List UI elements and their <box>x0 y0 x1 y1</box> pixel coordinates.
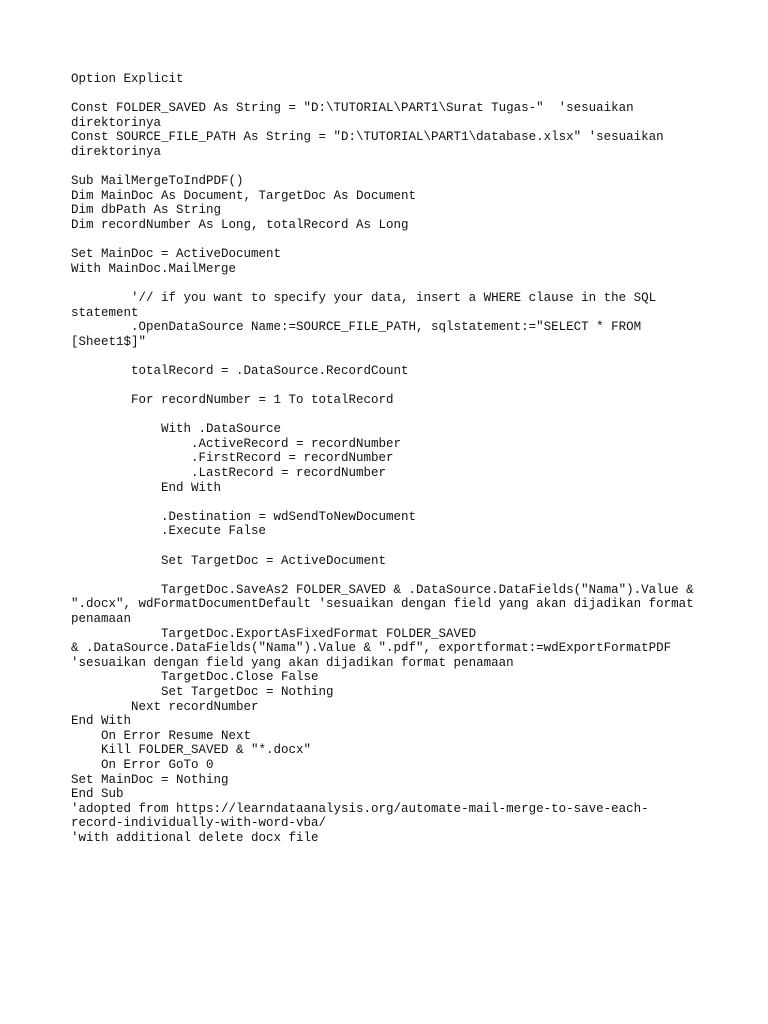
code-line: Const SOURCE_FILE_PATH As String = "D:\TUTORIAL\PART1\database.xlsx" 'sesuaikan <box>71 130 664 145</box>
code-line: 'adopted from https://learndataanalysis.org/automate-mail-merge-to-save-each- <box>71 801 649 816</box>
blank-line <box>71 87 711 102</box>
code-line: Set MainDoc = ActiveDocument <box>71 247 282 262</box>
code-line: With MainDoc.MailMerge <box>71 261 237 276</box>
code-line: totalRecord = .DataSource.RecordCount <box>71 363 409 378</box>
code-line: & .DataSource.DataFields("Nama").Value & ".pdf", exportformat:=wdExportFormatPDF <box>71 641 672 656</box>
code-line: 'with additional delete docx file <box>71 830 319 845</box>
code-line: .Execute False <box>71 524 267 539</box>
code-line: On Error GoTo 0 <box>71 757 214 772</box>
code-line: Dim dbPath As String <box>71 203 222 218</box>
code-listing <box>71 72 711 845</box>
code-line: [Sheet1$]" <box>71 334 147 349</box>
code-line: On Error Resume Next <box>71 728 252 743</box>
code-line: Kill FOLDER_SAVED & "*.docx" <box>71 743 312 758</box>
code-line: Dim recordNumber As Long, totalRecord As Long <box>71 217 409 232</box>
blank-line <box>71 408 711 423</box>
code-line: direktorinya <box>71 144 162 159</box>
code-line: TargetDoc.Close False <box>71 670 319 685</box>
code-line: Set MainDoc = Nothing <box>71 772 229 787</box>
blank-line <box>71 160 711 175</box>
code-line: Next recordNumber <box>71 699 259 714</box>
code-line: End With <box>71 480 222 495</box>
code-line: Const FOLDER_SAVED As String = "D:\TUTORIAL\PART1\Surat Tugas-" 'sesuaikan <box>71 101 634 116</box>
code-line: ".docx", wdFormatDocumentDefault 'sesuaikan dengan field yang akan dijadikan format <box>71 597 694 612</box>
code-line: Set TargetDoc = Nothing <box>71 684 334 699</box>
code-line: 'sesuaikan dengan field yang akan dijadikan format penamaan <box>71 655 514 670</box>
code-line: Dim MainDoc As Document, TargetDoc As Document <box>71 188 417 203</box>
code-line: .ActiveRecord = recordNumber <box>71 436 402 451</box>
blank-line <box>71 495 711 510</box>
code-line: End Sub <box>71 787 124 802</box>
code-line: TargetDoc.ExportAsFixedFormat FOLDER_SAVED <box>71 626 477 641</box>
code-line: End With <box>71 714 132 729</box>
code-line: Set TargetDoc = ActiveDocument <box>71 553 387 568</box>
code-line: .Destination = wdSendToNewDocument <box>71 509 417 524</box>
code-line: .LastRecord = recordNumber <box>71 466 387 481</box>
code-line: For recordNumber = 1 To totalRecord <box>71 393 394 408</box>
code-line: Sub MailMergeToIndPDF() <box>71 174 244 189</box>
code-line: With .DataSource <box>71 422 282 437</box>
code-line: .FirstRecord = recordNumber <box>71 451 394 466</box>
blank-line <box>71 378 711 393</box>
code-line: statement <box>71 305 139 320</box>
blank-line <box>71 568 711 583</box>
code-line: .OpenDataSource Name:=SOURCE_FILE_PATH, sqlstatement:="SELECT * FROM <box>71 320 642 335</box>
code-line: Option Explicit <box>71 72 184 86</box>
code-line: penamaan <box>71 611 132 626</box>
code-line: '// if you want to specify your data, insert a WHERE clause in the SQL <box>71 290 657 305</box>
code-line: TargetDoc.SaveAs2 FOLDER_SAVED & .DataSource.DataFields("Nama").Value & <box>71 582 694 597</box>
blank-line <box>71 539 711 554</box>
blank-line <box>71 233 711 248</box>
blank-line <box>71 349 711 364</box>
code-line: record-individually-with-word-vba/ <box>71 816 327 831</box>
code-line: direktorinya <box>71 115 162 130</box>
blank-line <box>71 276 711 291</box>
